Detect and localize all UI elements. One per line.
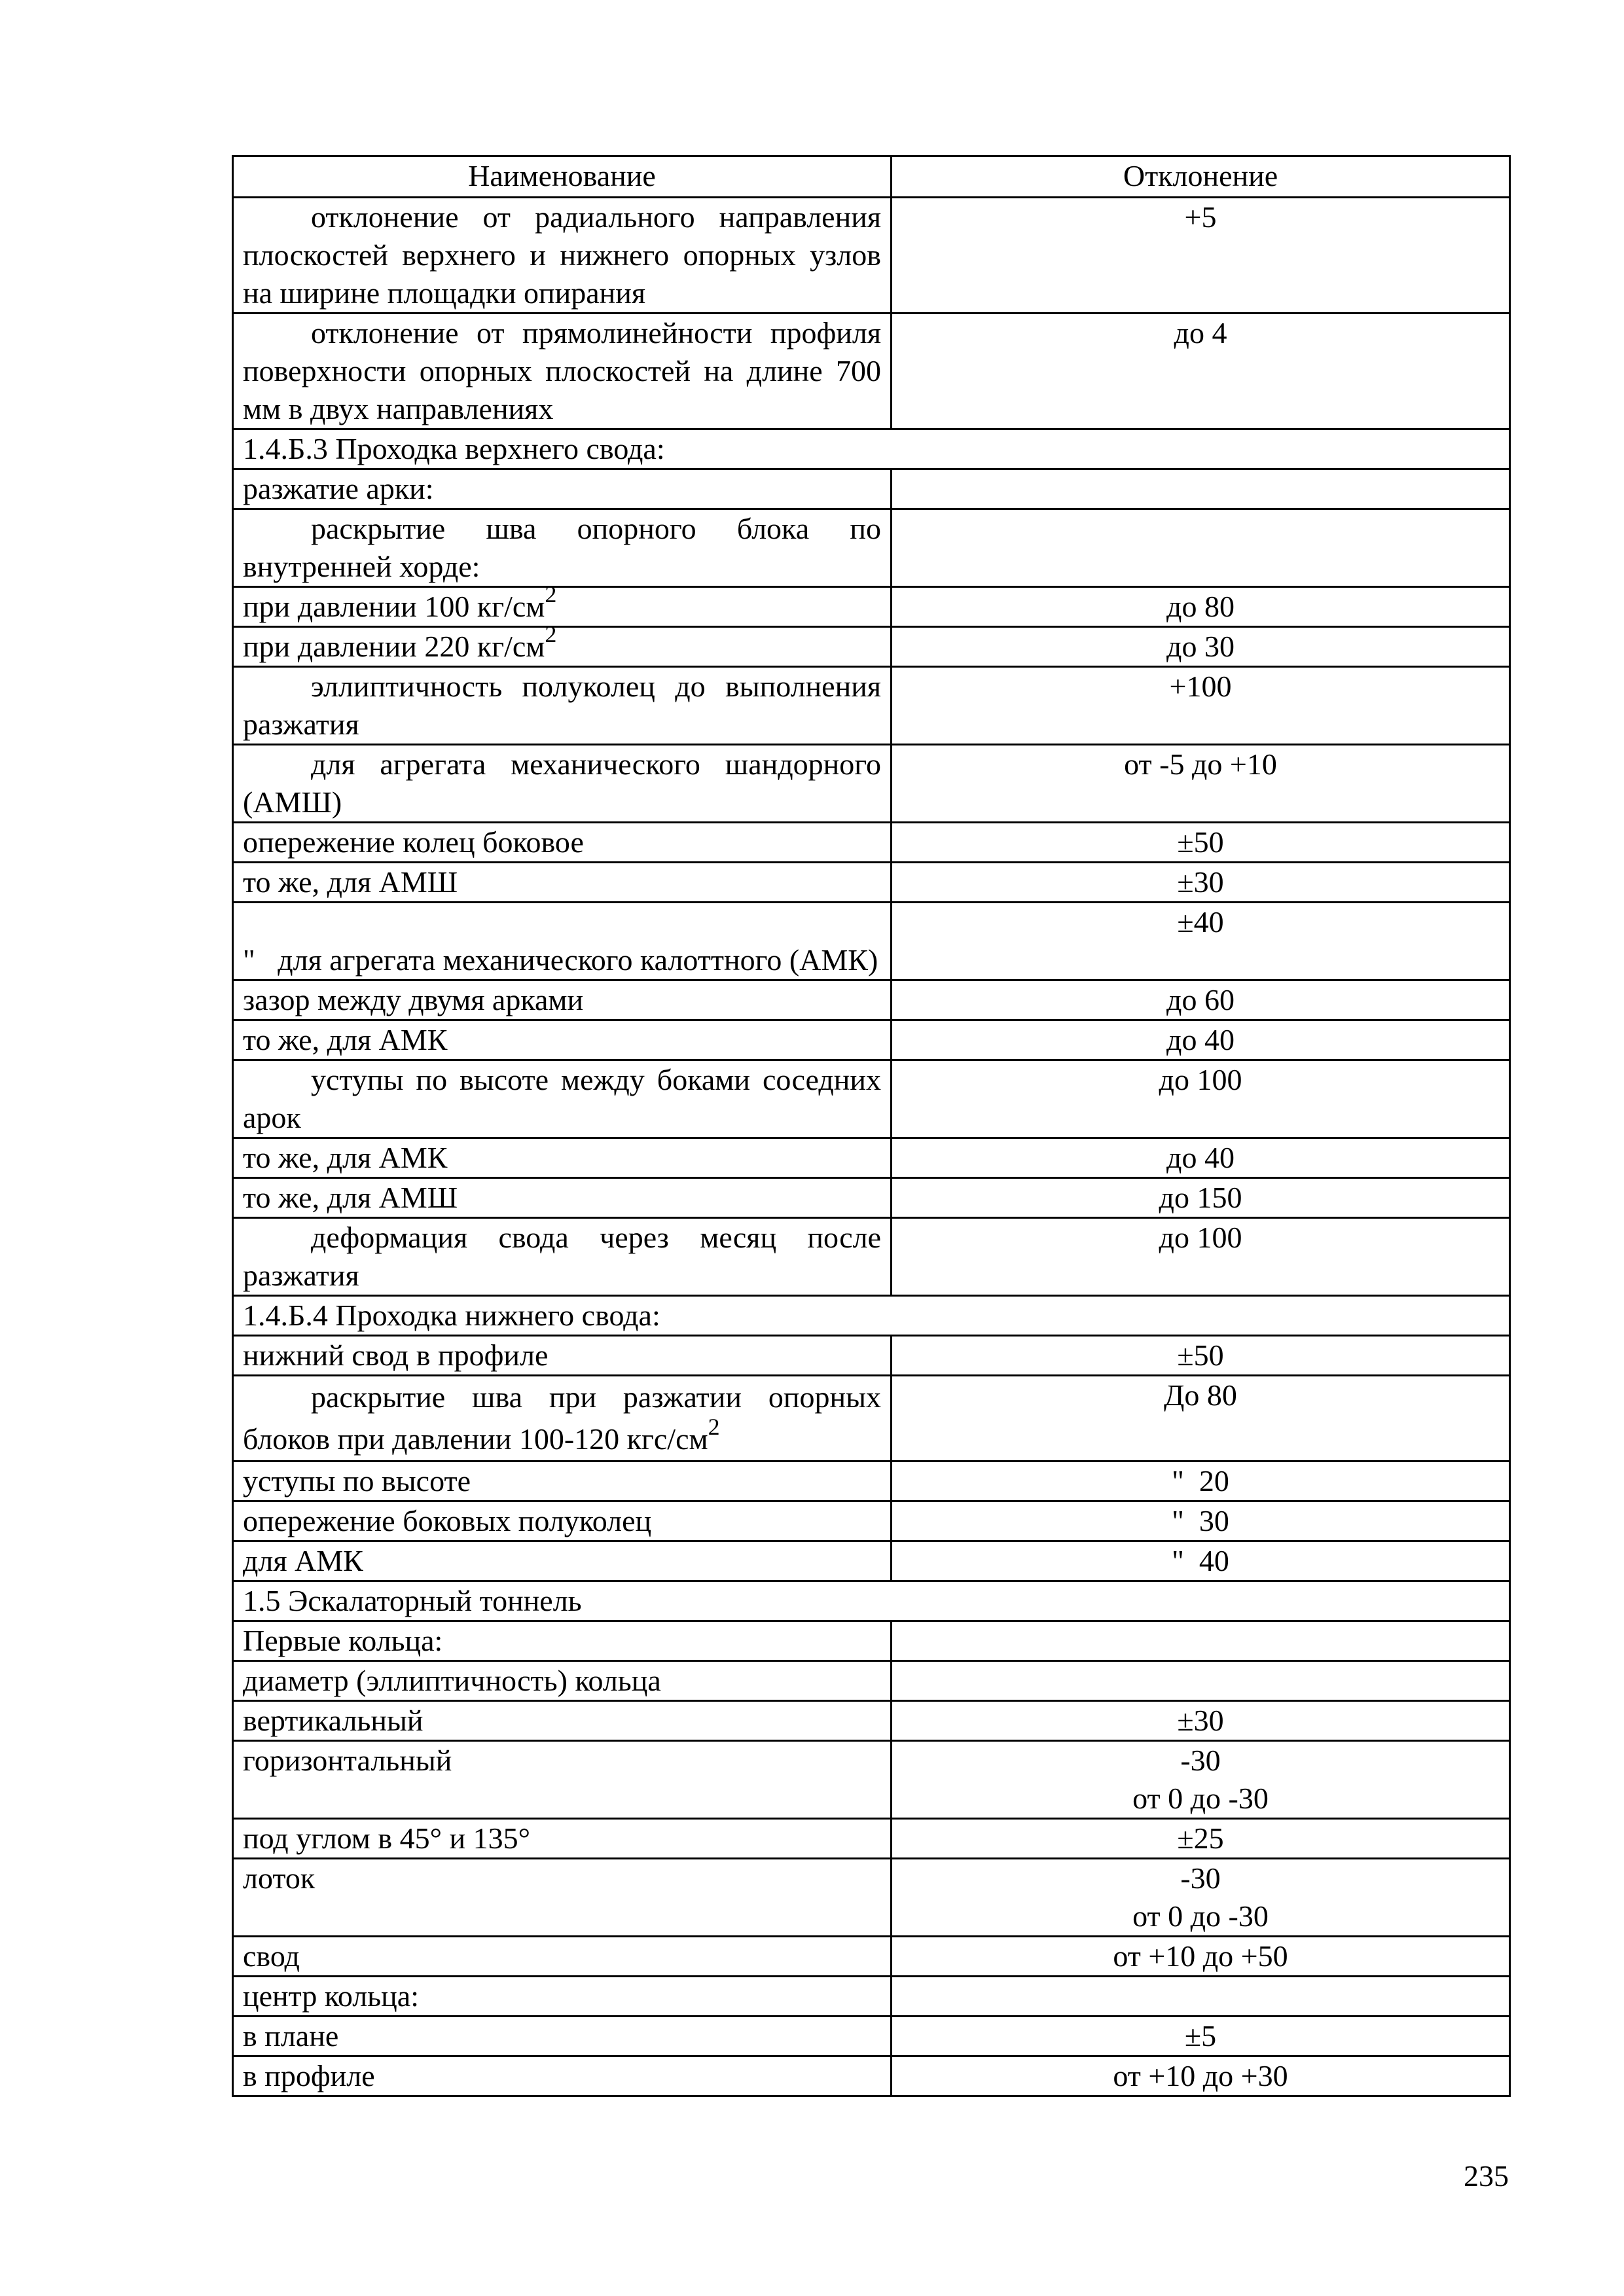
row-name: деформация свода через месяц после разжатия xyxy=(233,1218,892,1296)
row-value: от +10 до +50 xyxy=(892,1937,1510,1977)
table-row xyxy=(233,1462,1510,1501)
table-row xyxy=(233,1501,1510,1541)
table-row xyxy=(233,667,1510,745)
table-row xyxy=(233,1977,1510,2017)
row-name: опережение боковых полуколец xyxy=(233,1501,892,1541)
row-value xyxy=(892,1859,1510,1937)
table-row xyxy=(233,1859,1510,1937)
table-row xyxy=(233,1621,1510,1661)
row-name: зазор между двумя арками xyxy=(233,980,892,1020)
row-value: до 100 xyxy=(892,1060,1510,1138)
table-row xyxy=(233,1336,1510,1376)
table-row xyxy=(233,745,1510,823)
row-value: до 150 xyxy=(892,1178,1510,1218)
row-name: лоток xyxy=(233,1859,892,1937)
row-value xyxy=(892,1977,1510,2017)
row-name: при давлении 220 $кг/см^2$ xyxy=(233,627,892,667)
row-name: эллиптичность полуколец до выполнения разжатия xyxy=(233,667,892,745)
row-value: До 80 xyxy=(892,1376,1510,1462)
table-row xyxy=(233,1741,1510,1819)
row-name: раскрытие шва опорного блока по внутренней хорде: xyxy=(233,509,892,587)
row-value: " 30 xyxy=(892,1501,1510,1541)
row-name: отклонение от прямолинейности профиля поверхности опорных плоскостей на длине 700 мм в двух направлениях xyxy=(233,314,892,429)
row-value: +100 xyxy=(892,667,1510,745)
row-value: до 30 xyxy=(892,627,1510,667)
row-value: ±25 xyxy=(892,1819,1510,1859)
table-row xyxy=(233,980,1510,1020)
table-row xyxy=(233,1937,1510,1977)
row-name: горизонтальный xyxy=(233,1741,892,1819)
row-name: вертикальный xyxy=(233,1701,892,1741)
table-row xyxy=(233,1661,1510,1701)
row-name: то же, для АМШ xyxy=(233,1178,892,1218)
row-name: отклонение от радиального направления плоскостей верхнего и нижнего опорных узлов на ширине площадки опирания xyxy=(233,198,892,314)
row-name: опережение колец боковое xyxy=(233,823,892,863)
row-value xyxy=(892,1661,1510,1701)
row-name: свод xyxy=(233,1937,892,1977)
table-row xyxy=(233,1541,1510,1581)
table-row xyxy=(233,2056,1510,2096)
row-name: центр кольца: xyxy=(233,1977,892,2017)
row-value: ±50 xyxy=(892,1336,1510,1376)
row-name: для АМК xyxy=(233,1541,892,1581)
table-row xyxy=(233,1178,1510,1218)
row-name: под углом в 45° и 135° xyxy=(233,1819,892,1859)
section-title: 1.5 Эскалаторный тоннель xyxy=(233,1581,1510,1621)
row-value: до 4 xyxy=(892,314,1510,429)
superscript: 2 xyxy=(545,581,557,607)
row-name: то же, для АМК xyxy=(233,1138,892,1178)
section-title: 1.4.Б.3 Проходка верхнего свода: xyxy=(233,429,1510,469)
table-row xyxy=(233,1701,1510,1741)
table-row xyxy=(233,509,1510,587)
row-name: уступы по высоте между боками соседних арок xyxy=(233,1060,892,1138)
row-name: в плане xyxy=(233,2017,892,2056)
row-name: Первые кольца: xyxy=(233,1621,892,1661)
row-value: до 60 xyxy=(892,980,1510,1020)
row-name: разжатие арки: xyxy=(233,469,892,509)
row-name: в профиле xyxy=(233,2056,892,2096)
superscript: 2 xyxy=(708,1414,720,1440)
table-row xyxy=(233,1376,1510,1462)
row-value: ±40 xyxy=(892,903,1510,980)
row-name: то же, для АМК xyxy=(233,1020,892,1060)
row-value: ±50 xyxy=(892,823,1510,863)
value-line: -30 xyxy=(1180,1744,1221,1777)
row-name: при давлении 100 $кг/см^2$ xyxy=(233,587,892,627)
section-title: 1.4.Б.4 Проходка нижнего свода: xyxy=(233,1296,1510,1336)
header-deviation: Отклонение xyxy=(892,156,1510,198)
row-value: " 40 xyxy=(892,1541,1510,1581)
table-row xyxy=(233,863,1510,903)
table-row xyxy=(233,587,1510,627)
table-row xyxy=(233,314,1510,429)
table-row xyxy=(233,2017,1510,2056)
row-name: " для агрегата механического калоттного (АМК) xyxy=(233,903,892,980)
row-value: до 80 xyxy=(892,587,1510,627)
table-row xyxy=(233,198,1510,314)
row-name: диаметр (эллиптичность) кольца xyxy=(233,1661,892,1701)
table-row xyxy=(233,903,1510,980)
table-row xyxy=(233,1138,1510,1178)
row-value: от -5 до +10 xyxy=(892,745,1510,823)
row-value xyxy=(892,1741,1510,1819)
row-name: для агрегата механического шандорного (АМШ) xyxy=(233,745,892,823)
value-line: от 0 до -30 xyxy=(1132,1782,1269,1815)
row-value: до 40 xyxy=(892,1138,1510,1178)
section-row xyxy=(233,429,1510,469)
section-row xyxy=(233,1296,1510,1336)
header-name: Наименование xyxy=(233,156,892,198)
table-header-row xyxy=(233,156,1510,198)
row-value: ±30 xyxy=(892,863,1510,903)
row-value: до 40 xyxy=(892,1020,1510,1060)
table-row xyxy=(233,823,1510,863)
table-row xyxy=(233,469,1510,509)
table-row xyxy=(233,1060,1510,1138)
superscript: 2 xyxy=(545,621,557,647)
table-row xyxy=(233,627,1510,667)
row-value xyxy=(892,469,1510,509)
row-value: +5 xyxy=(892,198,1510,314)
row-value: " 20 xyxy=(892,1462,1510,1501)
section-row xyxy=(233,1581,1510,1621)
row-value: до 100 xyxy=(892,1218,1510,1296)
row-value xyxy=(892,1621,1510,1661)
row-name: уступы по высоте xyxy=(233,1462,892,1501)
table-row xyxy=(233,1819,1510,1859)
value-line: -30 xyxy=(1180,1861,1221,1895)
deviation-table xyxy=(232,155,1511,2097)
row-name: то же, для АМШ xyxy=(233,863,892,903)
value-line: от 0 до -30 xyxy=(1132,1899,1269,1933)
row-value xyxy=(892,509,1510,587)
table-row xyxy=(233,1020,1510,1060)
row-value: ±5 xyxy=(892,2017,1510,2056)
page-number: 235 xyxy=(1464,2159,1509,2193)
table-row xyxy=(233,1218,1510,1296)
row-value: ±30 xyxy=(892,1701,1510,1741)
row-name: нижний свод в профиле xyxy=(233,1336,892,1376)
row-value: от +10 до +30 xyxy=(892,2056,1510,2096)
row-name: раскрытие шва при разжатии опорных блоков при давлении 100-120 кгс/$см^2$ xyxy=(233,1376,892,1462)
